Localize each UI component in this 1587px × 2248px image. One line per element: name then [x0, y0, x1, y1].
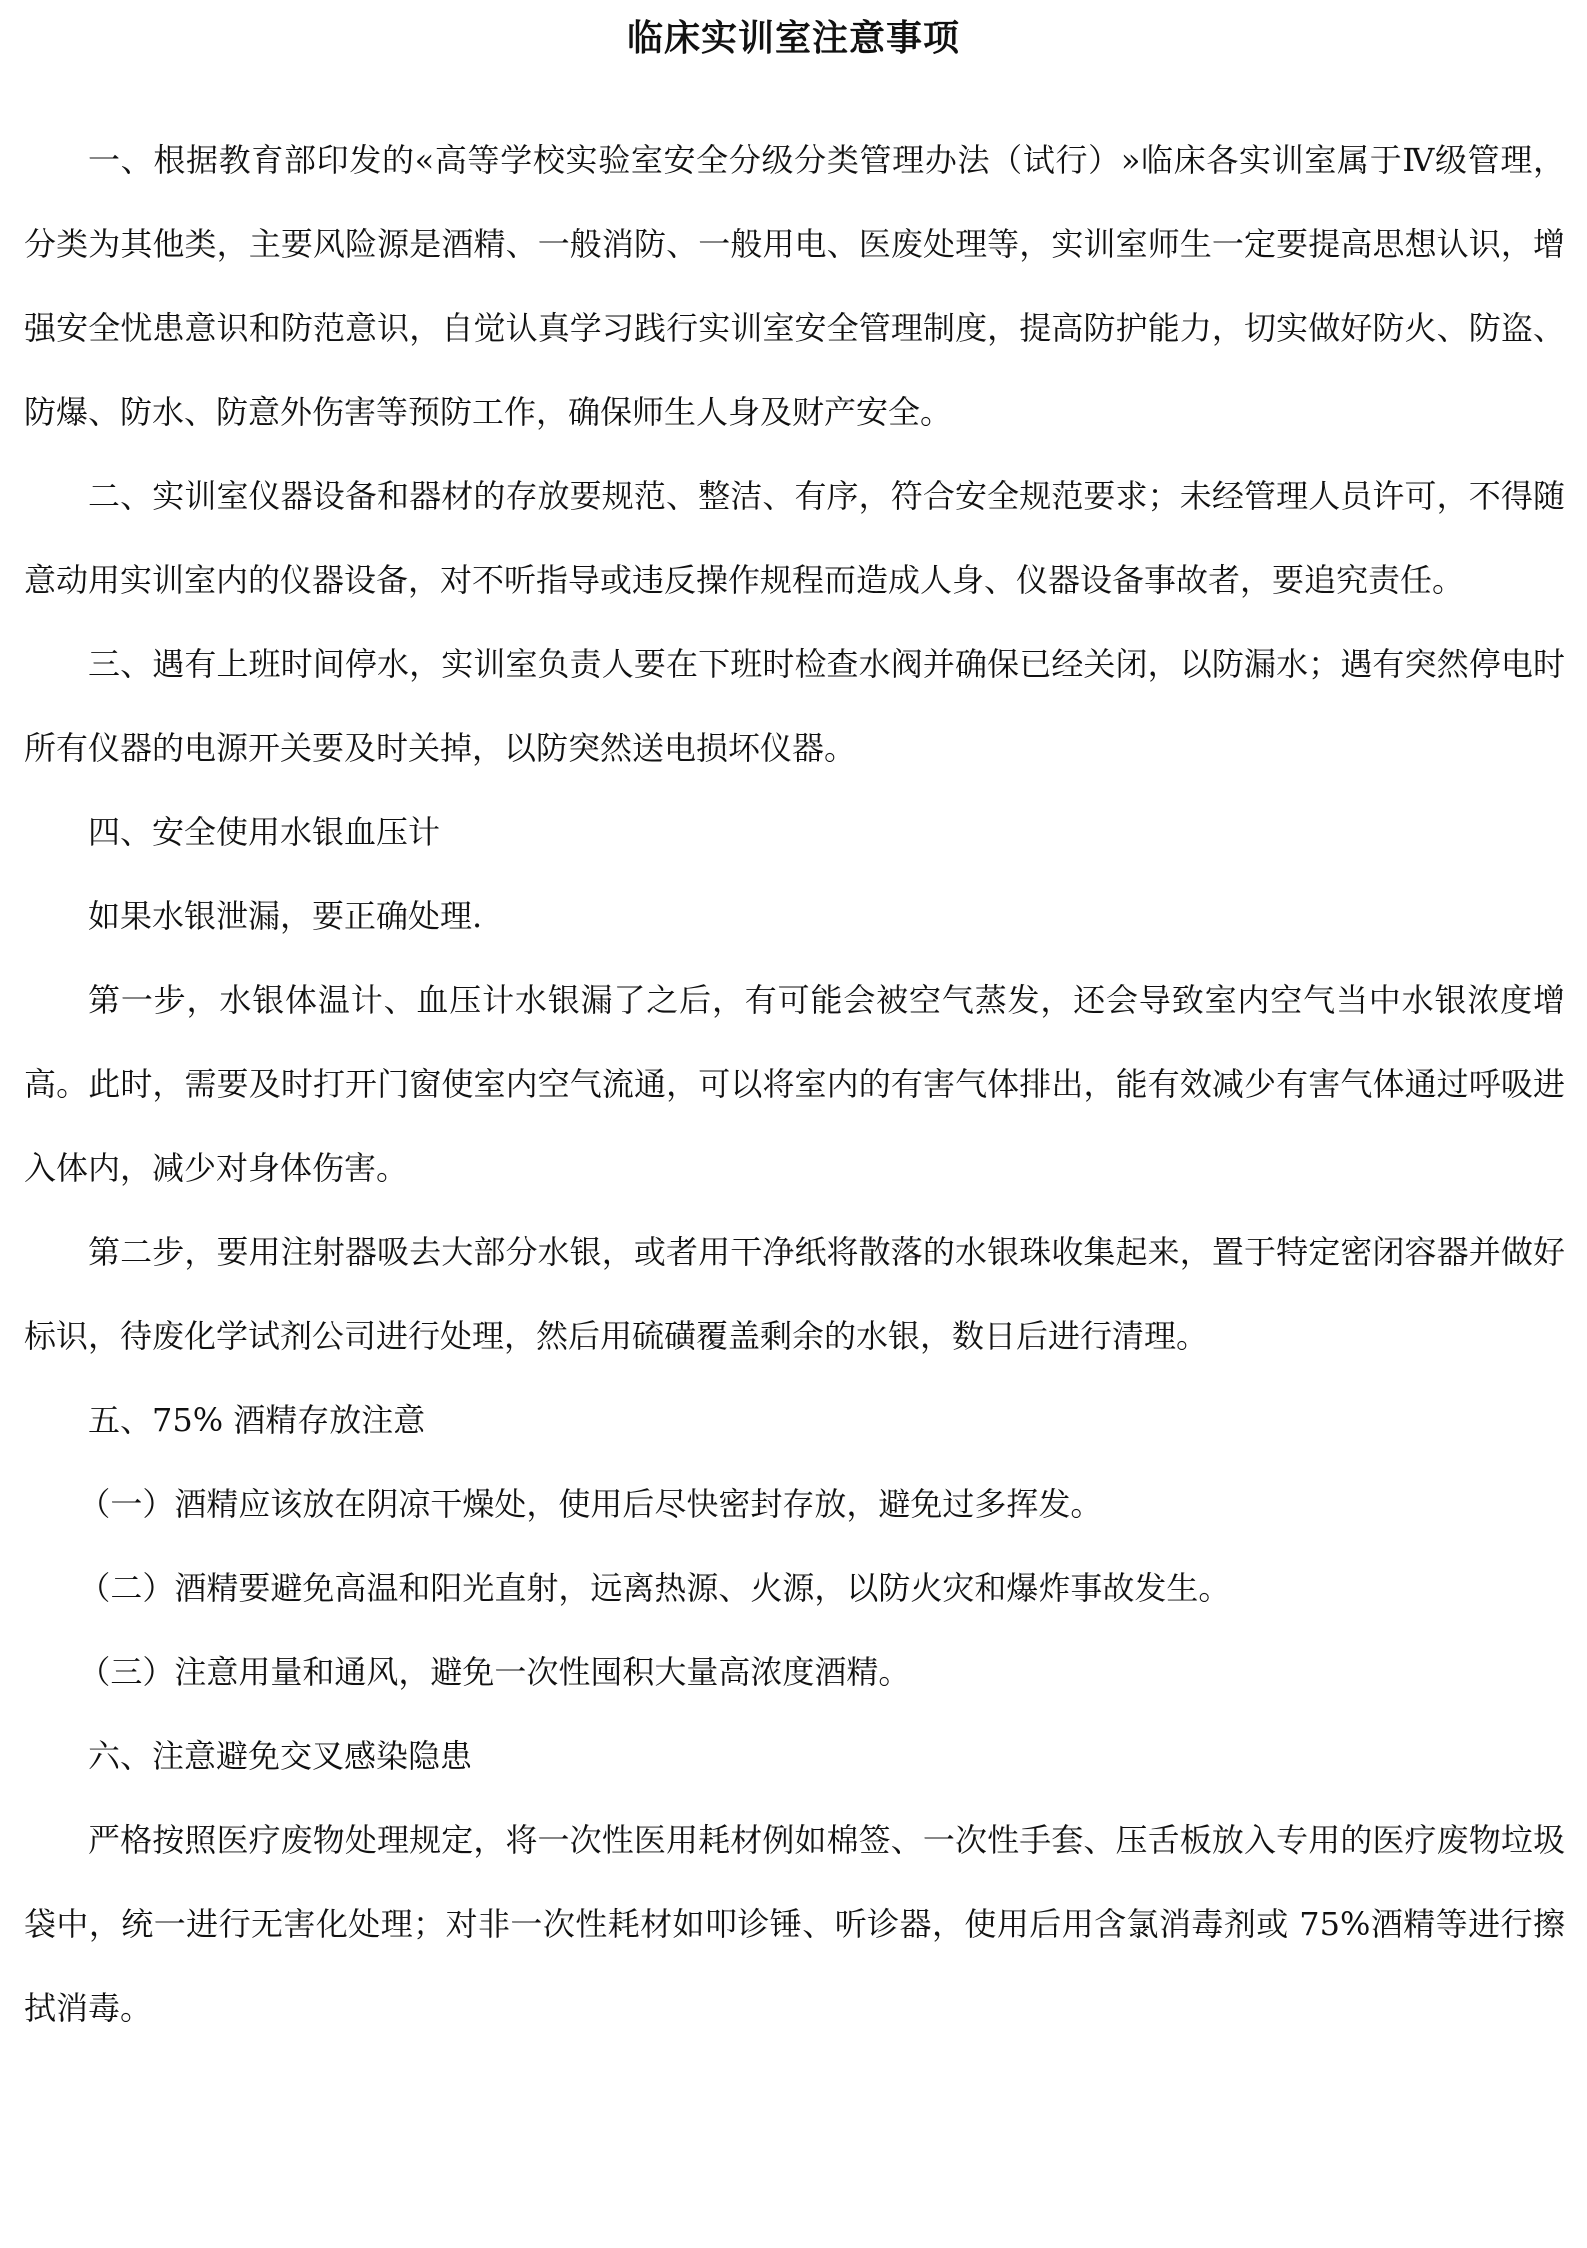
paragraph-alcohol-3: （三）注意用量和通风，避免一次性囤积大量高浓度酒精。: [78, 1653, 911, 1691]
paragraph-section-3: 三、遇有上班时间停水，实训室负责人要在下班时检查水阀并确保已经关闭，以防漏水；遇有突然停电时所有仪器的电源开关要及时关掉，以防突然送电损坏仪器。: [24, 645, 1565, 767]
paragraph-infection-control: 严格按照医疗废物处理规定，将一次性医用耗材例如棉签、一次性手套、压舌板放入专用的医疗废物垃圾袋中，统一进行无害化处理；对非一次性耗材如叩诊锤、听诊器，使用后用含氯消毒剂或 75%酒精等进行擦拭消毒。: [24, 1821, 1565, 2027]
paragraph-section-1: 一、根据教育部印发的«高等学校实验室安全分级分类管理办法（试行）»临床各实训室属于Ⅳ级管理，分类为其他类，主要风险源是酒精、一般消防、一般用电、医废处理等，实训室师生一定要提高思想认识，增强安全忧患意识和防范意识，自觉认真学习践行实训室安全管理制度，提高防护能力，切实做好防火、防盗、防爆、防水、防意外伤害等预防工作，确保师生人身及财产安全。: [24, 141, 1565, 431]
heading-section-6: 六、注意避免交叉感染隐患: [88, 1737, 473, 1775]
paragraph-mercury-leak: 如果水银泄漏，要正确处理.: [88, 897, 483, 935]
paragraph-step-2: 第二步，要用注射器吸去大部分水银，或者用干净纸将散落的水银珠收集起来，置于特定密闭容器并做好标识，待废化学试剂公司进行处理，然后用硫磺覆盖剩余的水银，数日后进行清理。: [24, 1233, 1565, 1355]
heading-section-5: 五、75% 酒精存放注意: [88, 1401, 426, 1439]
document-body: [24, 118, 1565, 2050]
paragraph-section-2: 二、实训室仪器设备和器材的存放要规范、整洁、有序，符合安全规范要求；未经管理人员许可，不得随意动用实训室内的仪器设备，对不听指导或违反操作规程而造成人身、仪器设备事故者，要追究责任。: [24, 477, 1565, 599]
document-title: 临床实训室注意事项: [626, 17, 960, 59]
paragraph-alcohol-2: （二）酒精要避免高温和阳光直射，远离热源、火源，以防火灾和爆炸事故发生。: [78, 1569, 1231, 1607]
heading-section-4: 四、安全使用水银血压计: [88, 813, 441, 851]
paragraph-step-1: 第一步，水银体温计、血压计水银漏了之后，有可能会被空气蒸发，还会导致室内空气当中水银浓度增高。此时，需要及时打开门窗使室内空气流通，可以将室内的有害气体排出，能有效减少有害气体通过呼吸进入体内，减少对身体伤害。: [24, 981, 1565, 1187]
paragraph-alcohol-1: （一）酒精应该放在阴凉干燥处，使用后尽快密封存放，避免过多挥发。: [78, 1485, 1103, 1523]
